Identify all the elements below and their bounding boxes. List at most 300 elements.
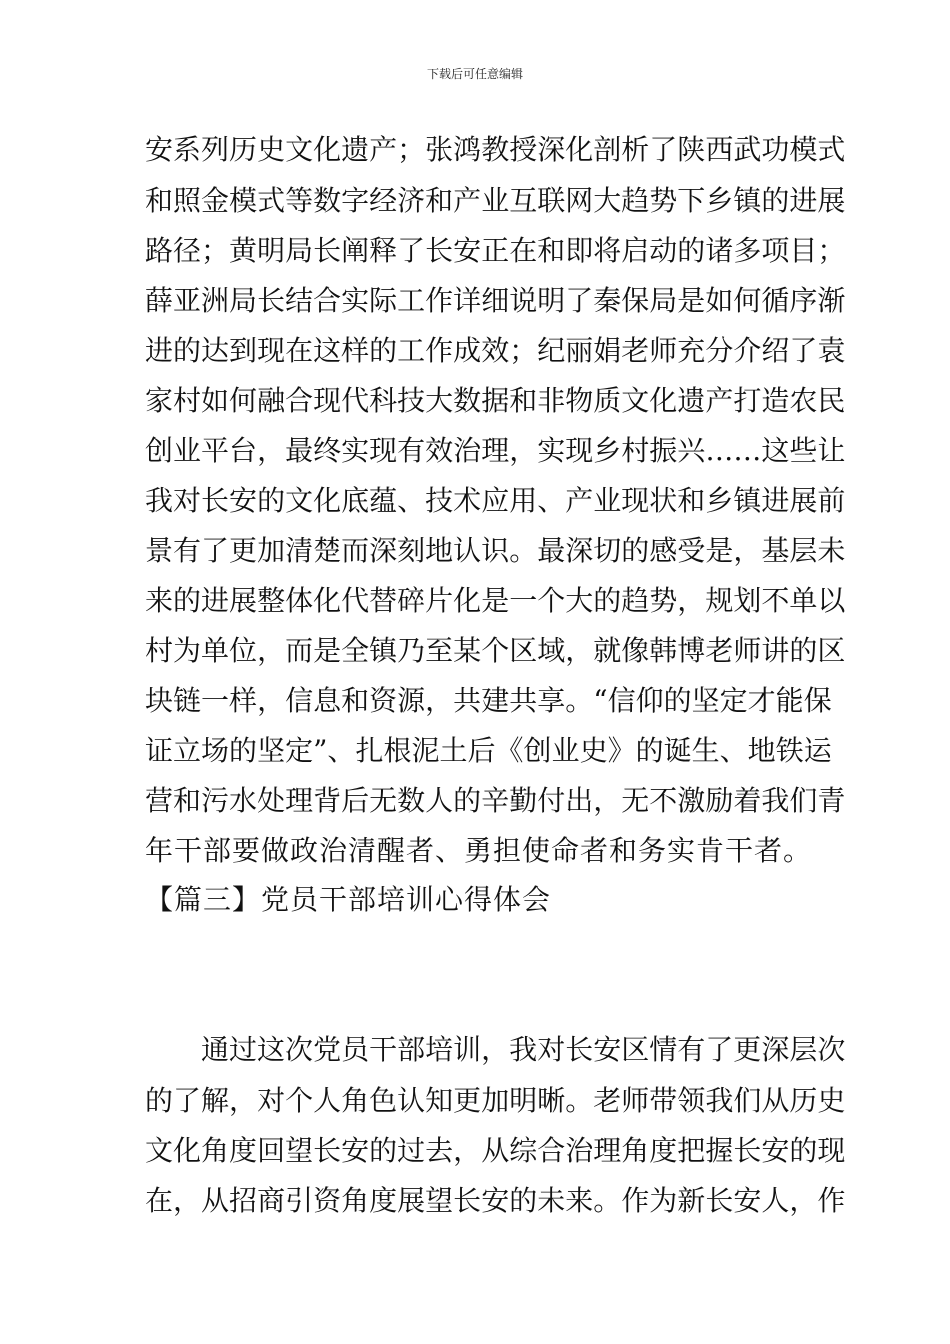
glyph: 度: [229, 1134, 258, 1167]
glyph: 了: [565, 284, 594, 317]
glyph: 结: [285, 284, 314, 317]
glyph: 们: [789, 784, 818, 817]
glyph: 根: [383, 734, 412, 767]
glyph: 我: [761, 784, 790, 817]
body-line: [145, 681, 832, 721]
glyph: 握: [705, 1134, 734, 1167]
glyph: 深: [369, 534, 398, 567]
glyph: 和: [173, 784, 202, 817]
glyph: 非: [537, 384, 566, 417]
glyph: ，: [453, 1134, 482, 1167]
glyph: 安: [229, 484, 258, 517]
glyph: 袁: [817, 334, 846, 367]
glyph: 仰: [635, 684, 664, 717]
glyph: 、: [719, 734, 748, 767]
glyph: 治: [565, 1134, 594, 1167]
glyph: 径: [173, 234, 202, 267]
glyph: ；: [201, 234, 230, 267]
glyph: 保: [621, 284, 650, 317]
glyph: 带: [649, 1084, 678, 1117]
glyph: 望: [425, 1184, 454, 1217]
glyph: 老: [705, 634, 734, 667]
glyph: 现: [565, 434, 594, 467]
glyph: 如: [201, 384, 230, 417]
glyph: 史: [257, 133, 286, 166]
glyph: 的: [677, 234, 706, 267]
glyph: 这: [313, 334, 342, 367]
glyph: 数: [313, 184, 342, 217]
glyph: 展: [789, 484, 818, 517]
glyph: 到: [229, 334, 258, 367]
glyph: 现: [817, 1134, 846, 1167]
glyph: 单: [789, 584, 818, 617]
glyph: 这: [257, 1033, 286, 1066]
glyph: 势: [649, 184, 678, 217]
body-line: [145, 481, 846, 521]
glyph: 资: [369, 684, 398, 717]
body-line: [145, 531, 846, 571]
glyph: 现: [621, 484, 650, 517]
glyph: 色: [369, 1084, 398, 1117]
glyph: 系: [173, 133, 202, 166]
glyph: 联: [537, 184, 566, 217]
glyph: 来: [565, 1184, 594, 1217]
glyph: 局: [285, 234, 314, 267]
glyph: 的: [453, 784, 482, 817]
glyph: 。: [565, 684, 594, 717]
glyph: 有: [173, 534, 202, 567]
glyph: 式: [257, 184, 286, 217]
glyph: 加: [481, 1084, 510, 1117]
glyph: 历: [789, 1084, 818, 1117]
glyph: 资: [313, 1184, 342, 1217]
glyph: 史: [817, 1084, 846, 1117]
glyph: 区: [621, 1033, 650, 1066]
glyph: 理: [593, 1134, 622, 1167]
glyph: 析: [621, 133, 650, 166]
glyph: ，: [229, 1084, 258, 1117]
glyph: 信: [285, 684, 314, 717]
glyph: 不: [649, 784, 678, 817]
glyph: 平: [201, 434, 230, 467]
glyph: 是: [705, 534, 734, 567]
glyph: ，: [425, 684, 454, 717]
glyph: 实: [537, 434, 566, 467]
glyph: 师: [733, 634, 762, 667]
glyph: 诸: [705, 234, 734, 267]
glyph: 位: [229, 634, 258, 667]
glyph: 代: [341, 584, 370, 617]
glyph: 技: [425, 484, 454, 517]
glyph: 和: [509, 384, 538, 417]
glyph: 长: [313, 234, 342, 267]
glyph: 像: [621, 634, 650, 667]
glyph: 通: [201, 1033, 230, 1066]
glyph: ；: [817, 234, 846, 267]
glyph: 碎: [397, 584, 426, 617]
glyph: 陕: [677, 133, 706, 166]
glyph: 了: [649, 133, 678, 166]
glyph: 村: [621, 434, 650, 467]
glyph: 式: [817, 133, 846, 166]
glyph: 创: [145, 434, 174, 467]
glyph: 台: [229, 434, 258, 467]
glyph: 地: [747, 734, 776, 767]
glyph: 这: [761, 434, 790, 467]
glyph: 的: [635, 734, 664, 767]
glyph: 认: [397, 1084, 426, 1117]
glyph: 韩: [649, 634, 678, 667]
glyph: 着: [733, 784, 762, 817]
glyph: 启: [621, 234, 650, 267]
glyph: 和: [341, 684, 370, 717]
glyph: 效: [425, 434, 454, 467]
glyph: 术: [453, 484, 482, 517]
glyph: 打: [733, 384, 762, 417]
glyph: 整: [257, 584, 286, 617]
glyph: 趋: [621, 584, 650, 617]
glyph: 付: [537, 784, 566, 817]
glyph: 对: [257, 1084, 286, 1117]
glyph: 的: [369, 1134, 398, 1167]
glyph: ；: [509, 334, 538, 367]
body-line: [145, 381, 846, 421]
glyph: 信: [607, 684, 636, 717]
body-line-last: 年干部要做政治清醒者、勇担使命者和务实肯干者。: [145, 834, 813, 867]
glyph: 薛: [145, 284, 174, 317]
glyph: 张: [425, 133, 454, 166]
glyph: 长: [313, 1134, 342, 1167]
glyph: 功: [761, 133, 790, 166]
glyph: 最: [537, 534, 566, 567]
glyph: 辛: [481, 784, 510, 817]
glyph: 对: [537, 1033, 566, 1066]
glyph: 造: [761, 384, 790, 417]
glyph: 和: [537, 234, 566, 267]
paragraph-line-first: [201, 1030, 846, 1070]
glyph: 替: [369, 584, 398, 617]
glyph: 样: [341, 334, 370, 367]
glyph: 样: [229, 684, 258, 717]
glyph: 洲: [201, 284, 230, 317]
glyph: 青: [817, 784, 846, 817]
glyph: 动: [649, 234, 678, 267]
glyph: 民: [817, 384, 846, 417]
glyph: 化: [313, 133, 342, 166]
glyph: 。: [565, 1084, 594, 1117]
glyph: 让: [817, 434, 846, 467]
glyph: 介: [733, 334, 762, 367]
glyph: 将: [593, 234, 622, 267]
glyph: 展: [817, 184, 846, 217]
glyph: 地: [425, 534, 454, 567]
glyph: 博: [677, 634, 706, 667]
glyph: 现: [369, 434, 398, 467]
glyph: 镇: [369, 634, 398, 667]
glyph: 终: [313, 434, 342, 467]
glyph: 规: [705, 584, 734, 617]
glyph: 了: [173, 1084, 202, 1117]
glyph: 的: [257, 484, 286, 517]
glyph: 场: [201, 734, 230, 767]
glyph: 展: [397, 1184, 426, 1217]
glyph: 长: [453, 1184, 482, 1217]
glyph: 正: [481, 234, 510, 267]
glyph: ，: [677, 584, 706, 617]
glyph: 长: [733, 1134, 762, 1167]
glyph: 目: [789, 234, 818, 267]
glyph: 了: [789, 334, 818, 367]
glyph: 用: [509, 484, 538, 517]
glyph: 最: [285, 434, 314, 467]
body-line: [145, 631, 846, 671]
glyph: 域: [537, 634, 566, 667]
body-line: [145, 581, 846, 621]
glyph: 。: [593, 1184, 622, 1217]
glyph: 共: [453, 684, 482, 717]
glyph: 从: [201, 1184, 230, 1217]
glyph: 有: [397, 434, 426, 467]
glyph: 作: [817, 1184, 846, 1217]
glyph: 的: [789, 634, 818, 667]
glyph: 安: [145, 133, 174, 166]
glyph: 的: [621, 534, 650, 567]
glyph: 角: [201, 1134, 230, 1167]
glyph: 鸿: [453, 133, 482, 166]
glyph: 、: [327, 734, 356, 767]
glyph: 作: [425, 334, 454, 367]
glyph: 来: [145, 584, 174, 617]
glyph: 刻: [397, 534, 426, 567]
glyph: 趋: [621, 184, 650, 217]
glyph: 创: [523, 734, 552, 767]
glyph: 。: [509, 534, 538, 567]
glyph: ，: [509, 434, 538, 467]
glyph: 农: [789, 384, 818, 417]
glyph: 代: [341, 384, 370, 417]
glyph: 合: [313, 284, 342, 317]
glyph: 数: [397, 784, 426, 817]
glyph: 经: [369, 184, 398, 217]
glyph: “: [593, 684, 608, 717]
glyph: 等: [285, 184, 314, 217]
glyph: 片: [425, 584, 454, 617]
glyph: 的: [229, 734, 258, 767]
glyph: 村: [173, 384, 202, 417]
glyph: 遗: [677, 384, 706, 417]
glyph: ，: [593, 784, 622, 817]
glyph: 和: [145, 184, 174, 217]
glyph: 现: [313, 384, 342, 417]
glyph: 建: [481, 684, 510, 717]
glyph: ；: [397, 133, 426, 166]
glyph: 是: [677, 284, 706, 317]
glyph: 化: [313, 584, 342, 617]
glyph: 部: [397, 1033, 426, 1066]
glyph: 感: [649, 534, 678, 567]
glyph: 新: [677, 1184, 706, 1217]
glyph: 何: [229, 384, 258, 417]
body-line: [145, 181, 846, 221]
glyph: 细: [481, 284, 510, 317]
glyph: 们: [733, 1084, 762, 1117]
glyph: 激: [677, 784, 706, 817]
glyph: 更: [453, 1084, 482, 1117]
glyph: 一: [509, 584, 538, 617]
glyph: 勤: [509, 784, 538, 817]
glyph: 蕴: [369, 484, 398, 517]
glyph: 清: [285, 534, 314, 567]
glyph: 渐: [817, 284, 846, 317]
glyph: 师: [621, 1084, 650, 1117]
glyph: 训: [453, 1033, 482, 1066]
glyph: 后: [467, 734, 496, 767]
glyph: 化: [565, 133, 594, 166]
glyph: 文: [285, 484, 314, 517]
glyph: 技: [397, 384, 426, 417]
glyph: 扎: [355, 734, 384, 767]
glyph: 营: [145, 784, 174, 817]
glyph: 生: [691, 734, 720, 767]
glyph: 文: [285, 133, 314, 166]
glyph: 划: [733, 584, 762, 617]
glyph: 保: [803, 684, 832, 717]
glyph: 乡: [705, 184, 734, 217]
paragraph-line: [145, 1081, 846, 1121]
glyph: 更: [733, 1033, 762, 1066]
glyph: 的: [145, 1084, 174, 1117]
glyph: 数: [453, 384, 482, 417]
glyph: 家: [145, 384, 174, 417]
glyph: 网: [565, 184, 594, 217]
glyph: 状: [649, 484, 678, 517]
glyph: 至: [425, 634, 454, 667]
glyph: 和: [425, 184, 454, 217]
glyph: 过: [397, 1134, 426, 1167]
glyph: 深: [761, 1033, 790, 1066]
glyph: 即: [565, 234, 594, 267]
glyph: 楚: [313, 534, 342, 567]
glyph: 秦: [593, 284, 622, 317]
glyph: 能: [775, 684, 804, 717]
glyph: ，: [733, 534, 762, 567]
glyph: 振: [649, 434, 678, 467]
glyph: 切: [593, 534, 622, 567]
glyph: 工: [397, 334, 426, 367]
glyph: 定: [719, 684, 748, 717]
glyph: 师: [649, 334, 678, 367]
glyph: ，: [789, 1184, 818, 1217]
glyph: 授: [509, 133, 538, 166]
glyph: 商: [257, 1184, 286, 1217]
glyph: 长: [425, 234, 454, 267]
glyph: 长: [705, 1184, 734, 1217]
glyph: 理: [481, 434, 510, 467]
glyph: 老: [593, 1084, 622, 1117]
glyph: 、: [537, 484, 566, 517]
glyph: 未: [817, 534, 846, 567]
glyph: 长: [257, 284, 286, 317]
glyph: ，: [257, 684, 286, 717]
glyph: 史: [579, 734, 608, 767]
glyph: 明: [537, 284, 566, 317]
glyph: 化: [313, 484, 342, 517]
glyph: 知: [425, 1084, 454, 1117]
glyph: 望: [285, 1134, 314, 1167]
glyph: 深: [565, 534, 594, 567]
glyph: 前: [817, 484, 846, 517]
glyph: 为: [173, 634, 202, 667]
glyph: 土: [439, 734, 468, 767]
body-line: [145, 231, 846, 271]
glyph: 金: [201, 184, 230, 217]
glyph: 业: [551, 734, 580, 767]
glyph: 后: [341, 784, 370, 817]
glyph: 产: [705, 384, 734, 417]
glyph: 晰: [537, 1084, 566, 1117]
glyph: 人: [425, 784, 454, 817]
glyph: 安: [593, 1033, 622, 1066]
glyph: 大: [565, 584, 594, 617]
glyph: ，: [257, 634, 286, 667]
glyph: 绍: [761, 334, 790, 367]
glyph: 下: [677, 184, 706, 217]
glyph: 才: [747, 684, 776, 717]
glyph: 作: [621, 1184, 650, 1217]
glyph: 某: [453, 634, 482, 667]
glyph: 了: [397, 234, 426, 267]
glyph: 的: [369, 334, 398, 367]
glyph: 《: [495, 734, 524, 767]
glyph: 列: [201, 133, 230, 166]
glyph: 领: [677, 1084, 706, 1117]
glyph: 产: [565, 484, 594, 517]
glyph: 无: [369, 784, 398, 817]
glyph: 序: [789, 284, 818, 317]
glyph: 文: [621, 384, 650, 417]
glyph: 个: [285, 1084, 314, 1117]
glyph: 是: [481, 584, 510, 617]
glyph: 安: [481, 1184, 510, 1217]
glyph: 无: [621, 784, 650, 817]
glyph: 局: [649, 284, 678, 317]
glyph: 体: [285, 584, 314, 617]
glyph: 展: [229, 584, 258, 617]
glyph: 应: [481, 484, 510, 517]
glyph: …: [733, 434, 762, 467]
glyph: 享: [537, 684, 566, 717]
glyph: 和: [677, 484, 706, 517]
glyph: 现: [257, 334, 286, 367]
glyph: 次: [817, 1033, 846, 1066]
glyph: 镇: [733, 184, 762, 217]
glyph: 融: [257, 384, 286, 417]
paragraph-line: [145, 1181, 846, 1221]
glyph: 角: [341, 1184, 370, 1217]
glyph: 质: [593, 384, 622, 417]
glyph: 的: [789, 1134, 818, 1167]
glyph: 不: [761, 584, 790, 617]
section-heading: 【篇三】党员干部培训心得体会: [145, 883, 552, 916]
glyph: 分: [705, 334, 734, 367]
glyph: 教: [481, 133, 510, 166]
glyph: 项: [761, 234, 790, 267]
glyph: 镇: [733, 484, 762, 517]
glyph: 基: [761, 534, 790, 567]
glyph: 乡: [705, 484, 734, 517]
glyph: 运: [803, 734, 832, 767]
glyph: 娟: [593, 334, 622, 367]
